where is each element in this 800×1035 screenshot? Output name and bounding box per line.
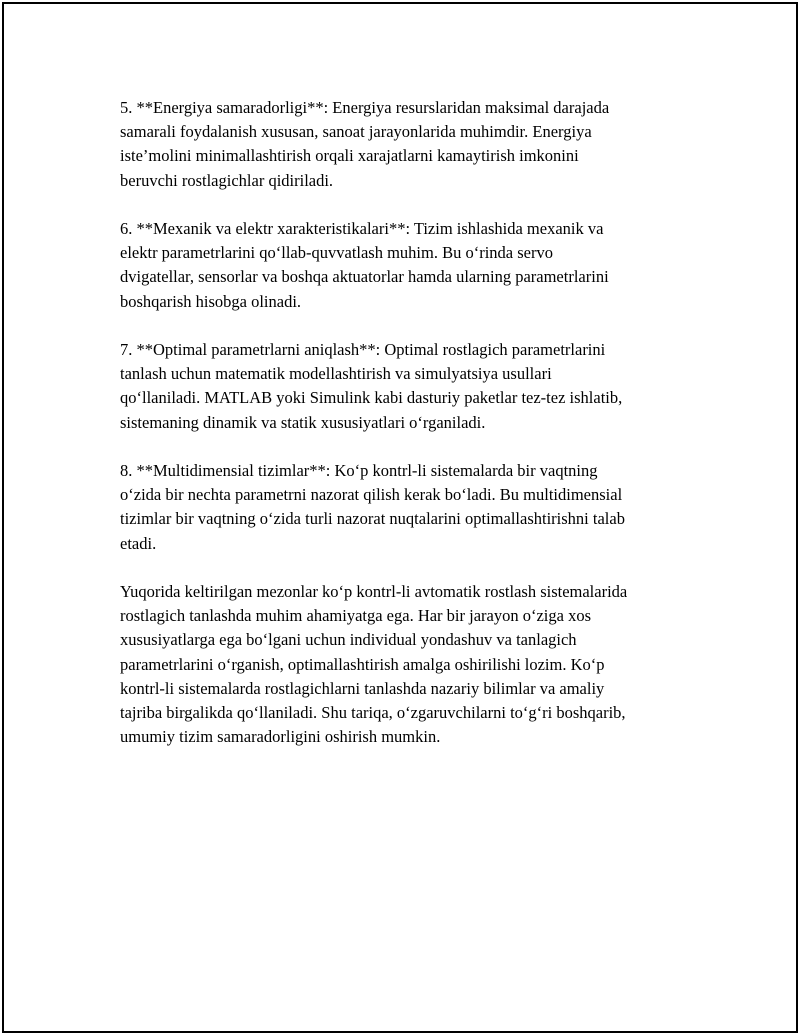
text-line: etadi. [120, 533, 157, 553]
text-line: elektr parametrlarini qo‘llab-quvvatlash muhim. Bu o‘rinda servo [120, 243, 553, 263]
text-line: dvigatellar, sensorlar va boshqa aktuatorlar hamda ularning parametrlarini [120, 267, 609, 287]
text-line: qo‘llaniladi. MATLAB yoki Simulink kabi dasturiy paketlar tez-tez ishlatib, [120, 388, 623, 408]
paragraph-optimal-parameters [120, 338, 710, 435]
paragraph-energy-efficiency [120, 96, 710, 193]
text-line: 5. **Energiya samaradorligi**: Energiya resurslaridan maksimal darajada [120, 98, 610, 117]
paragraph-mechanical-electrical [120, 217, 710, 314]
paragraph-multidimensional-systems [120, 459, 710, 556]
text-line: sistemaning dinamik va statik xususiyatlari o‘rganiladi. [120, 412, 486, 432]
text-line: tizimlar bir vaqtning o‘zida turli nazorat nuqtalarini optimallashtirishni talab [120, 509, 625, 529]
text-line: 7. **Optimal parametrlarni aniqlash**: Optimal rostlagich parametrlarini [120, 340, 606, 359]
text-line: beruvchi rostlagichlar qidiriladi. [120, 170, 334, 190]
text-line: 6. **Mexanik va elektr xarakteristikalari**: Tizim ishlashida mexanik va [120, 219, 604, 238]
text-line: xususiyatlarga ega bo‘lgani uchun individual yondashuv va tanlagich [120, 630, 577, 650]
text-line: Yuqorida keltirilgan mezonlar ko‘p kontrl-li avtomatik rostlash sistemalarida [120, 582, 628, 601]
text-line: tanlash uchun matematik modellashtirish va simulyatsiya usullari [120, 364, 552, 384]
text-line: parametrlarini o‘rganish, optimallashtirish amalga oshirilishi lozim. Ko‘p [120, 654, 605, 674]
text-line: tajriba birgalikda qo‘llaniladi. Shu tariqa, o‘zgaruvchilarni to‘g‘ri boshqarib, [120, 703, 626, 723]
text-line: 8. **Multidimensial tizimlar**: Ko‘p kontrl-li sistemalarda bir vaqtning [120, 461, 598, 480]
paragraph-conclusion [120, 580, 710, 749]
text-line: rostlagich tanlashda muhim ahamiyatga ega. Har bir jarayon o‘ziga xos [120, 606, 592, 626]
text-line: kontrl-li sistemalarda rostlagichlarni tanlashda nazariy bilimlar va amaliy [120, 678, 605, 698]
text-line: umumiy tizim samaradorligini oshirish mumkin. [120, 727, 441, 747]
text-line: boshqarish hisobga olinadi. [120, 291, 302, 311]
document-body [120, 96, 710, 774]
text-line: iste’molini minimallashtirish orqali xarajatlarni kamaytirish imkonini [120, 146, 579, 166]
document-page [2, 2, 798, 1033]
text-line: samarali foydalanish xususan, sanoat jarayonlarida muhimdir. Energiya [120, 122, 592, 142]
text-line: o‘zida bir nechta parametrni nazorat qilish kerak bo‘ladi. Bu multidimensial [120, 485, 623, 505]
